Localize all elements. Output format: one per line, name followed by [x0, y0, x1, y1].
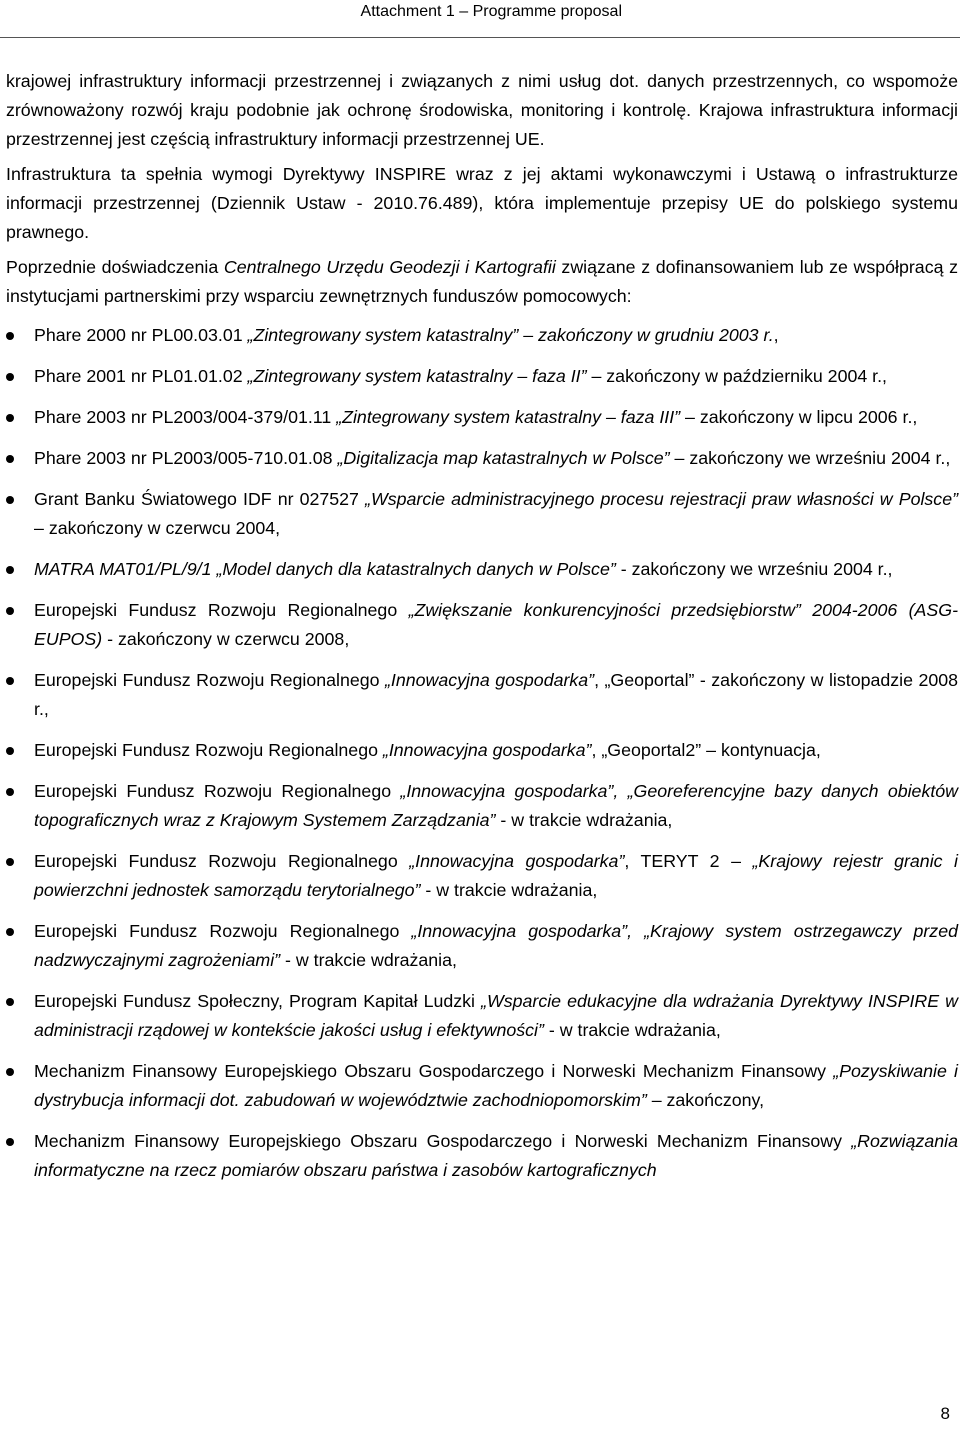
programme-list: [6, 321, 958, 1185]
item-title: „Wsparcie administracyjnego procesu rejestracji praw własności w Polsce”: [365, 489, 959, 509]
item-text: Europejski Fundusz Rozwoju Regionalnego: [34, 851, 410, 871]
item-title: „Rozwiązania informatyczne na rzecz pomiarów obszaru państwa i zasobów kartograficznych: [34, 1131, 958, 1180]
item-title: MATRA MAT01/PL/9/1 „Model danych dla katastralnych danych w Polsce”: [34, 559, 616, 579]
item-title: „Zintegrowany system katastralny – faza II”: [247, 366, 587, 386]
item-title: „Innowacyjna gospodarka”, „Krajowy system ostrzegawczy przed nadzwyczajnymi zagrożeniami”: [34, 921, 958, 970]
item-text: Phare 2003 nr PL2003/004-379/01.11: [34, 407, 337, 427]
bullet-icon: [6, 332, 14, 340]
item-status-2: - w trakcie wdrażania,: [420, 880, 598, 900]
paragraph-1: krajowej infrastruktury informacji przestrzennej i związanych z nimi usług dot. danych przestrzennych, co wspomoże zrównoważony rozwój kraju podobnie jak ochronę środowiska, monitoring i kontrolę. Krajowa infrastruktura informacji przestrzennej jest częścią infrastruktury informacji przestrzennej UE.: [6, 71, 958, 149]
item-text: Phare 2003 nr PL2003/005-710.01.08: [34, 448, 338, 468]
bullet-icon: [6, 677, 14, 685]
header-title: Attachment 1 – Programme proposal: [360, 3, 622, 20]
list-item: [6, 596, 958, 654]
item-status: – zakończony w lipcu 2006 r.,: [680, 407, 918, 427]
item-text: Mechanizm Finansowy Europejskiego Obszaru Gospodarczego i Norweski Mechanizm Finansowy: [34, 1131, 852, 1151]
intro-text-1: Poprzednie doświadczenia: [6, 257, 224, 277]
list-item: [6, 736, 958, 765]
list-item: [6, 1057, 958, 1115]
bullet-icon: [6, 747, 14, 755]
bullet-icon: [6, 928, 14, 936]
item-status: - zakończony we wrześniu 2004 r.,: [615, 559, 893, 579]
item-title: „Zintegrowany system katastralny – faza III”: [336, 407, 681, 427]
bullet-icon: [6, 858, 14, 866]
paragraph-2: Infrastruktura ta spełnia wymogi Dyrektywy INSPIRE wraz z jej aktami wykonawczymi i Ustawą o infrastrukturze informacji przestrzennej (Dziennik Ustaw - 2010.76.489), która implementuje przepisy UE do polskiego systemu prawnego.: [6, 164, 958, 242]
item-title: „Innowacyjna gospodarka”, „Georeferencyjne bazy danych obiektów topograficznych wraz z Krajowym Systemem Zarządzania”: [34, 781, 959, 830]
item-text: Europejski Fundusz Rozwoju Regionalnego: [34, 921, 412, 941]
item-status: – zakończony,: [646, 1090, 765, 1110]
item-title: „Innowacyjna gospodarka”: [382, 740, 592, 760]
list-item: [6, 917, 958, 975]
intro-text-2: związane z dofinansowaniem lub ze współpracą z instytucjami partnerskimi przy wsparciu zewnętrznych funduszów pomocowych:: [6, 257, 958, 306]
bullet-icon: [6, 496, 14, 504]
item-text: Phare 2000 nr PL00.03.01: [34, 325, 248, 345]
list-item: [6, 666, 958, 724]
list-item: [6, 1127, 958, 1185]
item-text: Grant Banku Światowego IDF nr 027527: [34, 489, 366, 509]
item-status: - w trakcie wdrażania,: [495, 810, 673, 830]
item-title: „Innowacyjna gospodarka”: [385, 670, 595, 690]
bullet-icon: [6, 1068, 14, 1076]
bullet-icon: [6, 788, 14, 796]
document-body: [6, 67, 958, 1197]
item-text: Europejski Fundusz Rozwoju Regionalnego: [34, 781, 401, 801]
item-status: , „Geoportal2” – kontynuacja,: [591, 740, 821, 760]
bullet-icon: [6, 1138, 14, 1146]
item-title: „Pozyskiwanie i dystrybucja informacji dot. zabudowań w województwie zachodniopomorskim”: [34, 1061, 958, 1110]
item-status: - w trakcie wdrażania,: [280, 950, 457, 970]
list-item: [6, 321, 958, 350]
list-item: [6, 777, 958, 835]
item-title: „Digitalizacja map katastralnych w Polsce”: [337, 448, 670, 468]
list-item: [6, 403, 958, 432]
item-text: Mechanizm Finansowy Europejskiego Obszaru Gospodarczego i Norweski Mechanizm Finansowy: [34, 1061, 834, 1081]
item-status: , TERYT 2 –: [624, 851, 753, 871]
item-status: – zakończony w październiku 2004 r.,: [586, 366, 887, 386]
list-item: [6, 987, 958, 1045]
header-divider: [0, 37, 960, 38]
bullet-icon: [6, 414, 14, 422]
list-item: [6, 444, 958, 473]
item-status: - zakończony w czerwcu 2008,: [102, 629, 350, 649]
list-item: [6, 847, 958, 905]
list-item: [6, 555, 958, 584]
bullet-icon: [6, 998, 14, 1006]
item-text: Phare 2001 nr PL01.01.02: [34, 366, 248, 386]
bullet-icon: [6, 566, 14, 574]
item-title: „Wsparcie edukacyjne dla wdrażania Dyrektywy INSPIRE w administracji rządowej w kontekście jakości usług i efektywności”: [34, 991, 958, 1040]
item-text: Europejski Fundusz Rozwoju Regionalnego: [34, 740, 383, 760]
item-text: Europejski Fundusz Społeczny, Program Kapitał Ludzki: [34, 991, 482, 1011]
bullet-icon: [6, 455, 14, 463]
item-title-2: „Krajowy rejestr granic i powierzchni jednostek samorządu terytorialnego”: [34, 851, 958, 900]
intro-paragraph: [6, 253, 958, 311]
list-item: [6, 485, 958, 543]
page-header: [0, 0, 960, 40]
item-text: Europejski Fundusz Rozwoju Regionalnego: [34, 670, 386, 690]
item-title: „Zwiększanie konkurencyjności przedsiębiorstw” 2004-2006 (ASG-EUPOS): [34, 600, 958, 649]
item-title: „Zintegrowany system katastralny” – zakończony w grudniu 2003 r.: [247, 325, 774, 345]
item-title: „Innowacyjna gospodarka”: [409, 851, 625, 871]
item-status: – zakończony w czerwcu 2004,: [34, 518, 281, 538]
bullet-icon: [6, 607, 14, 615]
item-status: – zakończony we wrześniu 2004 r.,: [669, 448, 951, 468]
page-number: 8: [940, 1404, 950, 1423]
item-status: - w trakcie wdrażania,: [543, 1020, 721, 1040]
item-text: Europejski Fundusz Rozwoju Regionalnego: [34, 600, 409, 620]
bullet-icon: [6, 373, 14, 381]
list-item: [6, 362, 958, 391]
intro-text-italic: Centralnego Urzędu Geodezji i Kartografii: [223, 257, 556, 277]
item-status: ,: [773, 325, 779, 345]
item-status: , „Geoportal” - zakończony w listopadzie 2008 r.,: [34, 670, 959, 719]
